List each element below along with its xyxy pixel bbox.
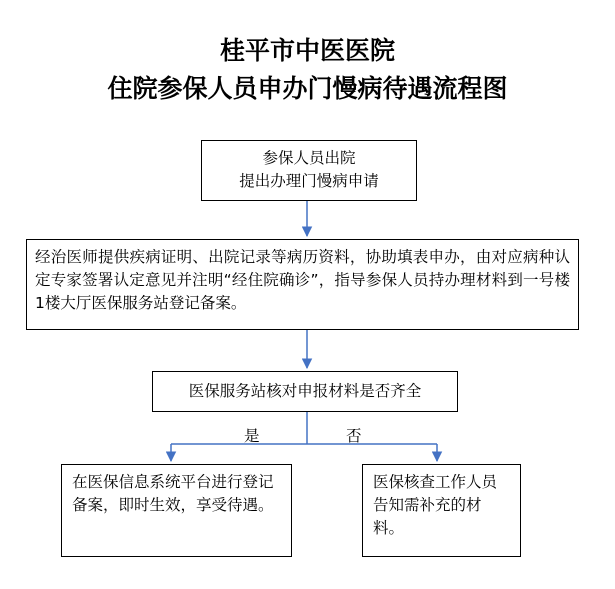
step1-line2: 提出办理门慢病申请: [239, 172, 379, 190]
step-verify-materials-box: [152, 371, 458, 412]
step2-text: 经治医师提供疾病证明、出院记录等病历资料，协助填表申办，由对应病种认定专家签署认定意见并注明“经住院确诊”，指导参保人员持办理材料到一号楼1楼大厅医保服务站登记备案。: [35, 248, 570, 312]
branch-yes-text: 在医保信息系统平台进行登记备案，即时生效，享受待遇。: [72, 473, 274, 514]
step1-line1: 参保人员出院: [262, 149, 356, 167]
flowchart-title-process: 住院参保人员申办门慢病待遇流程图: [107, 74, 508, 103]
step-discharge-apply-box: [201, 140, 417, 201]
step-doctor-documents-box: [26, 239, 579, 330]
branch-no-text: 医保核查工作人员告知需补充的材料。: [373, 473, 498, 537]
branch-no-box: [362, 464, 521, 557]
step3-text: 医保服务站核对申报材料是否齐全: [188, 382, 422, 400]
flowchart-title-hospital: 桂平市中医医院: [219, 36, 395, 65]
branch-yes-label: 是: [244, 427, 260, 445]
branch-yes-box: [61, 464, 292, 557]
branch-no-label: 否: [346, 427, 362, 445]
